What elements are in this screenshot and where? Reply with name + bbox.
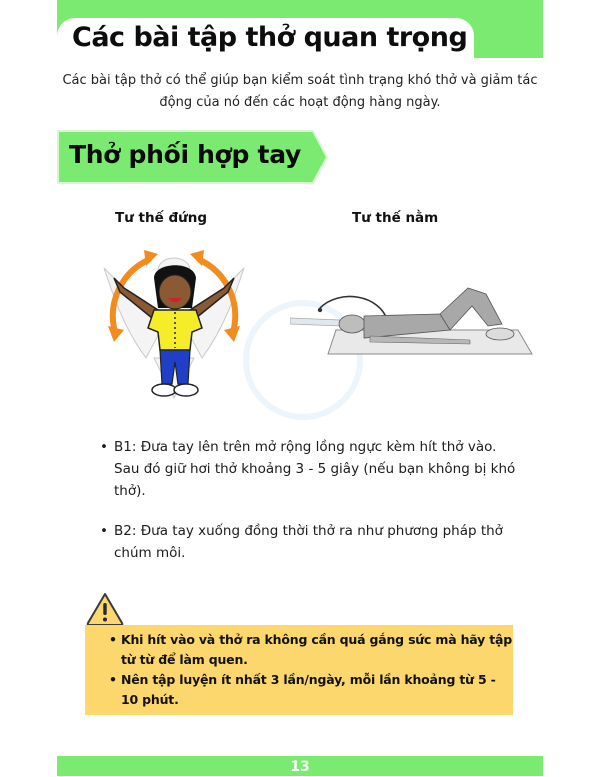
warning-item-1: • Khi hít vào và thở ra không cần quá gắng sức mà hãy tập từ từ để làm quen. <box>109 630 513 670</box>
steps-list <box>100 436 520 564</box>
section-title: Thở phối hợp tay <box>69 140 301 169</box>
warning-item-2: • Nên tập luyện ít nhất 3 lần/ngày, mỗi lần khoảng từ 5 - 10 phút. <box>109 670 513 710</box>
warning-list <box>85 625 513 710</box>
step-item-2: • B2: Đưa tay xuống đồng thời thở ra như phương pháp thở chúm môi. <box>100 520 520 564</box>
standing-pose-illustration <box>84 248 264 412</box>
warning-box <box>85 625 513 715</box>
footer-bar <box>57 756 543 776</box>
pose-label-lying: Tư thế nằm <box>352 210 439 226</box>
page-number: 13 <box>290 759 310 775</box>
step-item-1: • B1: Đưa tay lên trên mở rộng lồng ngực kèm hít thở vào. Sau đó giữ hơi thở khoảng 3 - 5 giây (nếu bạn không bị khó thở). <box>100 436 520 502</box>
intro-paragraph: Các bài tập thở có thể giúp bạn kiểm soát tình trạng khó thở và giảm tác động của nó đến các hoạt động hàng ngày. <box>62 73 538 110</box>
page-title: Các bài tập thở quan trọng <box>72 22 468 53</box>
section-banner <box>57 130 327 182</box>
pose-label-standing: Tư thế đứng <box>115 210 207 226</box>
lying-pose-illustration <box>290 280 535 364</box>
